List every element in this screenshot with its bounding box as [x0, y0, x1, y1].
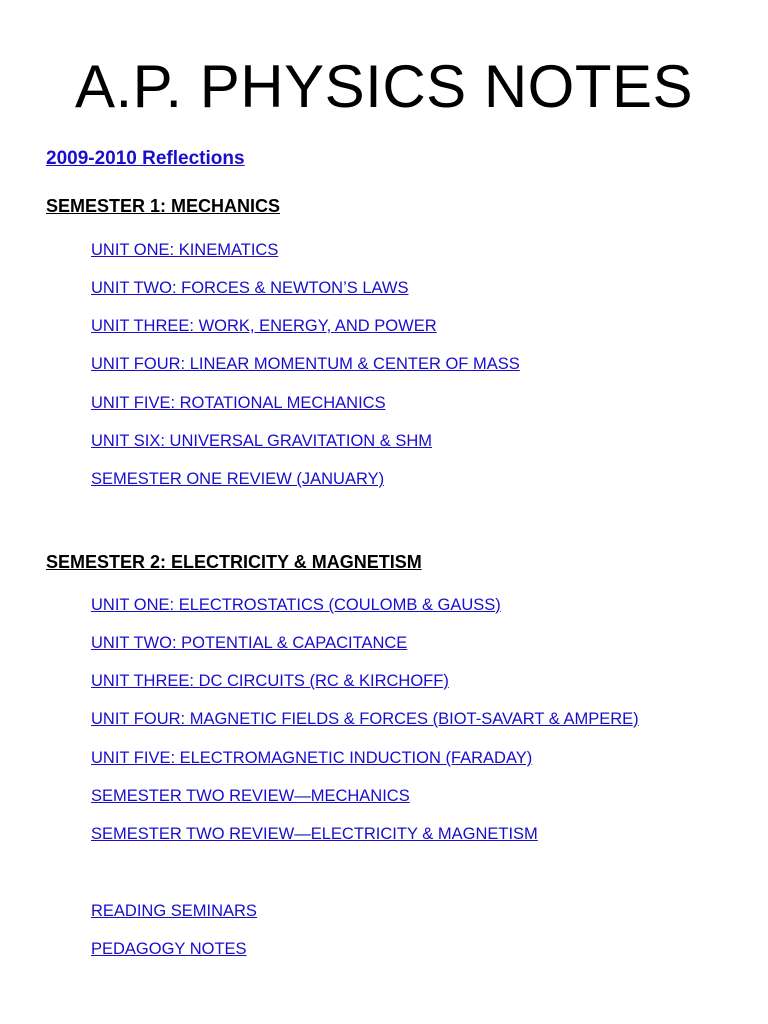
link-pedagogy-notes[interactable]: PEDAGOGY NOTES — [91, 940, 247, 958]
page-title: A.P. PHYSICS NOTES — [74, 53, 694, 120]
link-s1-unit-three[interactable]: UNIT THREE: WORK, ENERGY, AND POWER — [91, 317, 437, 335]
link-s1-unit-two[interactable]: UNIT TWO: FORCES & NEWTON’S LAWS — [91, 279, 409, 297]
semester-2-heading: SEMESTER 2: ELECTRICITY & MAGNETISM — [46, 552, 422, 572]
semester-1-heading: SEMESTER 1: MECHANICS — [46, 196, 281, 216]
link-reading-seminars[interactable]: READING SEMINARS — [91, 902, 257, 920]
link-s1-unit-four[interactable]: UNIT FOUR: LINEAR MOMENTUM & CENTER OF MASS — [91, 355, 520, 373]
link-s1-unit-one[interactable]: UNIT ONE: KINEMATICS — [91, 241, 279, 259]
link-s2-unit-one[interactable]: UNIT ONE: ELECTROSTATICS (COULOMB & GAUSS) — [91, 596, 501, 614]
link-s2-review-mechanics[interactable]: SEMESTER TWO REVIEW—MECHANICS — [91, 787, 410, 805]
link-s2-unit-two[interactable]: UNIT TWO: POTENTIAL & CAPACITANCE — [91, 634, 408, 652]
link-s1-unit-six[interactable]: UNIT SIX: UNIVERSAL GRAVITATION & SHM — [91, 432, 433, 450]
link-s1-review[interactable]: SEMESTER ONE REVIEW (JANUARY) — [91, 470, 385, 488]
link-s2-unit-three[interactable]: UNIT THREE: DC CIRCUITS (RC & KIRCHOFF) — [91, 672, 449, 690]
link-s1-unit-five[interactable]: UNIT FIVE: ROTATIONAL MECHANICS — [91, 394, 386, 412]
link-s2-unit-four[interactable]: UNIT FOUR: MAGNETIC FIELDS & FORCES (BIOT-SAVART & AMPERE) — [91, 710, 639, 728]
link-s2-unit-five[interactable]: UNIT FIVE: ELECTROMAGNETIC INDUCTION (FARADAY) — [91, 749, 533, 767]
link-s2-review-em[interactable]: SEMESTER TWO REVIEW—ELECTRICITY & MAGNETISM — [91, 825, 538, 843]
reflections-link[interactable]: 2009-2010 Reflections — [46, 148, 245, 169]
